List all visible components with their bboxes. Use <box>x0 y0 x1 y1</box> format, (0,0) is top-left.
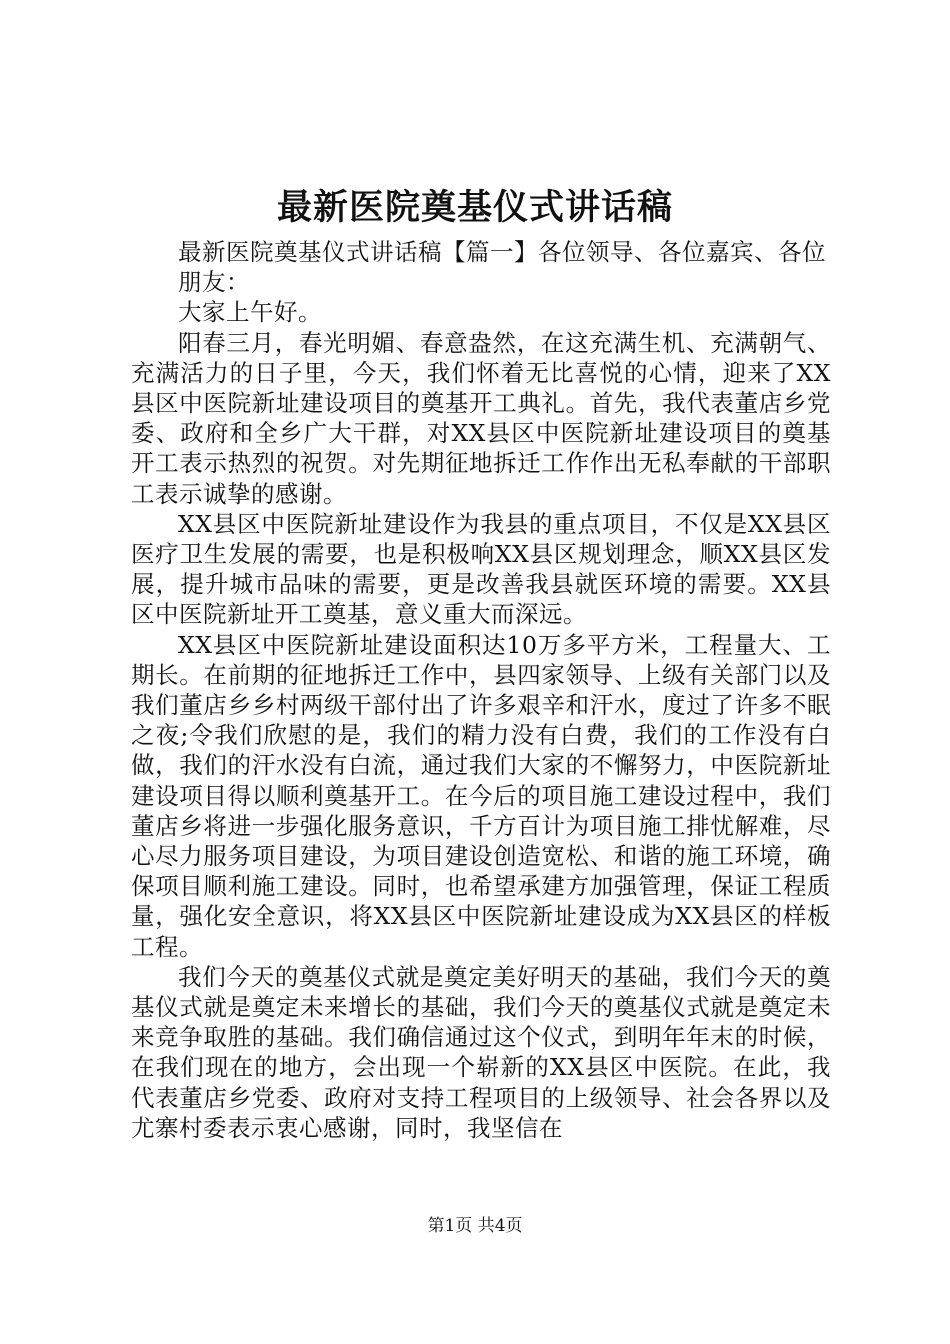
page-number-footer: 第1页 共4页 <box>427 1216 523 1236</box>
paragraph-body: XX县区中医院新址建设面积达10万多平方米，工程量大、工期长。在前期的征地拆迁工作中，县四家领导、上级有关部门以及我们董店乡乡村两级干部付出了许多艰辛和汗水，度过了许多不眠之夜;令我们欣慰的是，我们的精力没有白费，我们的工作没有白做，我们的汗水没有白流，通过我们大家的不懈努力，中医院新址建设项目得以顺利奠基开工。在今后的项目施工建设过程中，我们董店乡将进一步强化服务意识，千方百计为项目施工排忧解难，尽心尽力服务项目建设，为项目建设创造宽松、和谐的施工环境，确保项目顺利施工建设。同时，也希望承建方加强管理，保证工程质量，强化安全意识，将XX县区中医院新址建设成为XX县区的样板工程。 <box>131 630 831 961</box>
paragraph-opening: 最新医院奠基仪式讲话稿【篇一】各位领导、各位嘉宾、各位 <box>178 238 826 266</box>
paragraph-body: XX县区中医院新址建设作为我县的重点项目，不仅是XX县区医疗卫生发展的需要，也是积极响XX县区规划理念，顺XX县区发展，提升城市品味的需要，更是改善我县就医环境的需要。XX县区中医院新址开工奠基，意义重大而深远。 <box>131 509 831 629</box>
paragraph-body: 我们今天的奠基仪式就是奠定美好明天的基础，我们今天的奠基仪式就是奠定未来增长的基础，我们今天的奠基仪式就是奠定未来竞争取胜的基础。我们确信通过这个仪式，到明年年末的时候，在我们现在的地方，会出现一个崭新的XX县区中医院。在此，我代表董店乡党委、政府对支持工程项目的上级领导、社会各界以及尤寨村委表示衷心感谢，同时，我坚信在 <box>131 962 831 1142</box>
paragraph-salutation: 朋友： <box>178 268 250 297</box>
document-body <box>131 237 831 1143</box>
paragraph-body: 阳春三月，春光明媚、春意盎然，在这充满生机、充满朝气、充满活力的日子里，今天，我们怀着无比喜悦的心情，迎来了XX县区中医院新址建设项目的奠基开工典礼。首先，我代表董店乡党委、政府和全乡广大干群，对XX县区中医院新址建设项目的奠基开工表示热烈的祝贺。对先期征地拆迁工作作出无私奉献的干部职工表示诚挚的感谢。 <box>131 328 831 508</box>
paragraph-greeting: 大家上午好。 <box>178 298 322 327</box>
document-title: 最新医院奠基仪式讲话稿 <box>276 187 673 228</box>
